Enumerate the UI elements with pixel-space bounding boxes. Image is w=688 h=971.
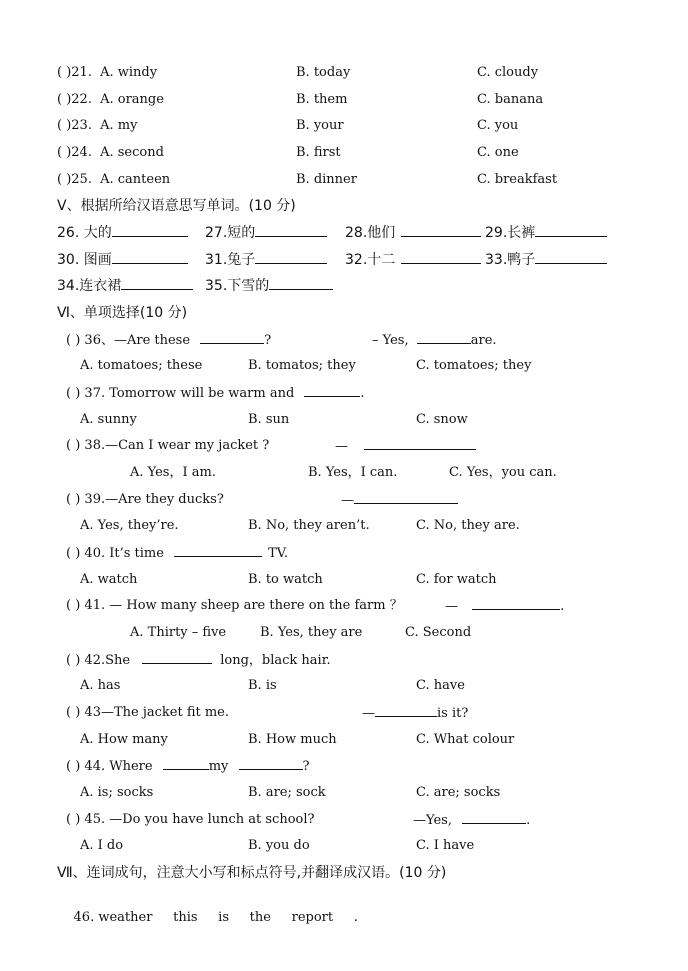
option-a: A. orange (100, 92, 164, 107)
question-stem: 39.—Are they ducks? (84, 492, 224, 507)
question-39-option-a: A. Yes, they’re. (80, 518, 179, 533)
section-7-title: Ⅶ、连词成句，注意大小写和标点符号,并翻译成汉语。(10 分) (57, 865, 447, 881)
word-34 (57, 277, 193, 295)
answer-paren: ( ) (57, 145, 72, 160)
question-22-option-b: B. them (296, 92, 348, 107)
reply-text: — (362, 706, 375, 721)
question-38 (66, 437, 269, 455)
question-number: 22. (71, 92, 92, 107)
question-21-option-c: C. cloudy (477, 65, 539, 80)
sentence-end: . (526, 813, 531, 828)
scrambled-words: weather this is the report . (98, 910, 358, 925)
answer-blank[interactable] (239, 757, 303, 770)
question-stem: 37. Tomorrow will be warm and (84, 386, 295, 401)
word-30 (57, 251, 188, 269)
word-31 (205, 251, 327, 269)
question-23 (57, 117, 137, 135)
reply-text: – Yes, (372, 333, 409, 348)
question-36-option-b: B. tomatos; they (248, 358, 356, 373)
answer-blank[interactable] (535, 224, 607, 237)
answer-blank[interactable] (304, 384, 360, 397)
question-40 (66, 544, 288, 563)
word-27 (205, 224, 327, 242)
question-24 (57, 144, 164, 162)
question-45-option-a: A. I do (80, 838, 124, 853)
question-40-option-c: C. for watch (416, 572, 497, 587)
sentence-end: . (360, 386, 365, 401)
answer-paren: ( ) (57, 172, 72, 187)
answer-blank[interactable] (255, 251, 327, 264)
answer-paren: ( ) (66, 386, 81, 401)
option-a: A. my (100, 118, 138, 133)
question-36-reply (372, 331, 497, 350)
option-a: A. windy (100, 65, 158, 80)
word-label: 27.短的 (205, 225, 256, 241)
question-45-option-c: C. I have (416, 838, 475, 853)
reply-end: are. (470, 333, 497, 348)
question-number: 24. (71, 145, 92, 160)
question-38-option-c: C. Yes，you can. (449, 465, 557, 480)
answer-paren: ( ) (66, 546, 81, 561)
question-42-option-b: B. is (248, 678, 277, 693)
question-46 (57, 891, 358, 945)
answer-blank[interactable] (364, 437, 476, 450)
question-40-option-a: A. watch (80, 572, 138, 587)
question-39-option-b: B. No, they aren’t. (248, 518, 370, 533)
question-25-option-b: B. dinner (296, 172, 357, 187)
question-43 (66, 704, 229, 722)
question-41-option-b: B. Yes, they are (260, 625, 363, 640)
question-38-option-a: A. Yes，I am. (130, 465, 216, 480)
question-37-option-b: B. sun (248, 412, 290, 427)
section-6-title: Ⅵ、单项选择(10 分) (57, 305, 188, 321)
word-26 (57, 224, 188, 242)
answer-paren: ( ) (66, 438, 81, 453)
question-44-option-b: B. are; sock (248, 785, 326, 800)
question-24-option-c: C. one (477, 145, 519, 160)
word-32 (345, 251, 481, 269)
question-stem: 36、—Are these (84, 333, 191, 348)
answer-blank[interactable] (112, 251, 188, 264)
word-35 (205, 277, 333, 295)
answer-paren: ( ) (66, 653, 81, 668)
word-label: 34.连衣裙 (57, 278, 122, 294)
answer-paren: ( ) (66, 333, 81, 348)
answer-paren: ( ) (66, 759, 81, 774)
question-21 (57, 64, 157, 82)
answer-paren: ( ) (57, 92, 72, 107)
question-42-option-a: A. has (80, 678, 121, 693)
question-37 (66, 384, 365, 403)
word-label: 33.鸭子 (485, 252, 536, 268)
sentence-end: long，black hair. (220, 653, 331, 668)
question-22 (57, 91, 164, 109)
word-33 (485, 251, 607, 269)
section-5-title: Ⅴ、根据所给汉语意思写单词。(10 分) (57, 198, 296, 214)
word-28 (345, 224, 481, 242)
answer-paren: ( ) (66, 705, 81, 720)
answer-blank[interactable] (142, 651, 212, 664)
question-23-option-c: C. you (477, 118, 519, 133)
word-29 (485, 224, 607, 242)
answer-paren: ( ) (66, 812, 81, 827)
sentence-end: is it? (437, 706, 469, 721)
question-stem: 42.She (84, 653, 131, 668)
question-45 (66, 811, 314, 829)
question-mark: ? (302, 759, 310, 774)
question-mark: ? (264, 333, 272, 348)
question-38-reply (335, 437, 476, 456)
question-stem: 43—The jacket fit me. (84, 705, 230, 720)
question-37-option-c: C. snow (416, 412, 468, 427)
reply-text: — (341, 493, 354, 508)
question-number: 21. (71, 65, 92, 80)
question-43-reply (362, 704, 468, 723)
question-39-option-c: C. No, they are. (416, 518, 520, 533)
option-a: A. second (100, 145, 164, 160)
question-42 (66, 651, 331, 670)
question-45-option-b: B. you do (248, 838, 310, 853)
sentence-end: . (560, 599, 565, 614)
question-middle: my (208, 759, 229, 774)
question-43-option-b: B. How much (248, 732, 337, 747)
question-43-option-c: C. What colour (416, 732, 515, 747)
answer-blank[interactable] (417, 331, 471, 344)
question-44 (66, 757, 310, 776)
answer-blank[interactable] (535, 251, 607, 264)
question-23-option-b: B. your (296, 118, 344, 133)
answer-paren: ( ) (66, 598, 81, 613)
question-44-option-a: A. is; socks (80, 785, 154, 800)
question-44-option-c: C. are; socks (416, 785, 501, 800)
answer-paren: ( ) (66, 492, 81, 507)
answer-blank[interactable] (121, 277, 193, 290)
answer-blank[interactable] (269, 277, 333, 290)
answer-blank[interactable] (174, 544, 262, 557)
answer-blank[interactable] (354, 491, 458, 504)
answer-blank[interactable] (401, 251, 481, 264)
answer-blank[interactable] (200, 331, 264, 344)
answer-blank[interactable] (462, 811, 526, 824)
question-39 (66, 491, 224, 509)
question-41-option-a: A. Thirty – five (130, 625, 227, 640)
answer-blank[interactable] (255, 224, 327, 237)
question-39-reply (341, 491, 458, 510)
question-22-option-c: C. banana (477, 92, 544, 107)
question-41-option-c: C. Second (405, 625, 472, 640)
word-label: 32.十二 (345, 252, 396, 268)
sentence-end: TV. (268, 546, 288, 561)
question-25 (57, 171, 170, 189)
answer-paren: ( ) (57, 65, 72, 80)
question-36-option-a: A. tomatoes; these (80, 358, 203, 373)
question-stem: 44. Where (84, 759, 153, 774)
question-43-option-a: A. How many (80, 732, 168, 747)
question-21-option-b: B. today (296, 65, 351, 80)
reply-text: — (335, 439, 348, 454)
question-37-option-a: A. sunny (80, 412, 137, 427)
word-label: 30. 图画 (57, 252, 112, 268)
question-stem: 41. — How many sheep are there on the farm ？ (84, 598, 403, 613)
option-a: A. canteen (100, 172, 171, 187)
answer-blank[interactable] (112, 224, 188, 237)
question-41 (66, 597, 403, 615)
question-36 (66, 331, 271, 350)
word-label: 26. 大的 (57, 225, 112, 241)
answer-blank[interactable] (401, 224, 481, 237)
word-label: 31.兔子 (205, 252, 256, 268)
word-label: 28.他们 (345, 225, 396, 241)
answer-blank[interactable] (472, 597, 560, 610)
question-number: 25. (71, 172, 92, 187)
question-41-reply (445, 597, 564, 616)
reply-text: — (445, 599, 458, 614)
question-42-option-c: C. have (416, 678, 465, 693)
question-36-option-c: C. tomatoes; they (416, 358, 532, 373)
answer-blank[interactable] (375, 704, 437, 717)
answer-paren: ( ) (57, 118, 72, 133)
question-stem: 45. —Do you have lunch at school? (84, 812, 315, 827)
question-stem: 38.—Can I wear my jacket ? (84, 438, 270, 453)
word-label: 35.下雪的 (205, 278, 270, 294)
question-45-reply (413, 811, 530, 830)
word-label: 29.长裤 (485, 225, 536, 241)
question-38-option-b: B. Yes，I can. (308, 465, 398, 480)
question-number: 46. (73, 910, 95, 925)
reply-text: —Yes, (413, 813, 452, 828)
question-40-option-b: B. to watch (248, 572, 323, 587)
answer-blank[interactable] (163, 757, 209, 770)
question-24-option-b: B. first (296, 145, 341, 160)
question-25-option-c: C. breakfast (477, 172, 558, 187)
question-stem: 40. It’s time (84, 546, 164, 561)
question-number: 23. (71, 118, 92, 133)
